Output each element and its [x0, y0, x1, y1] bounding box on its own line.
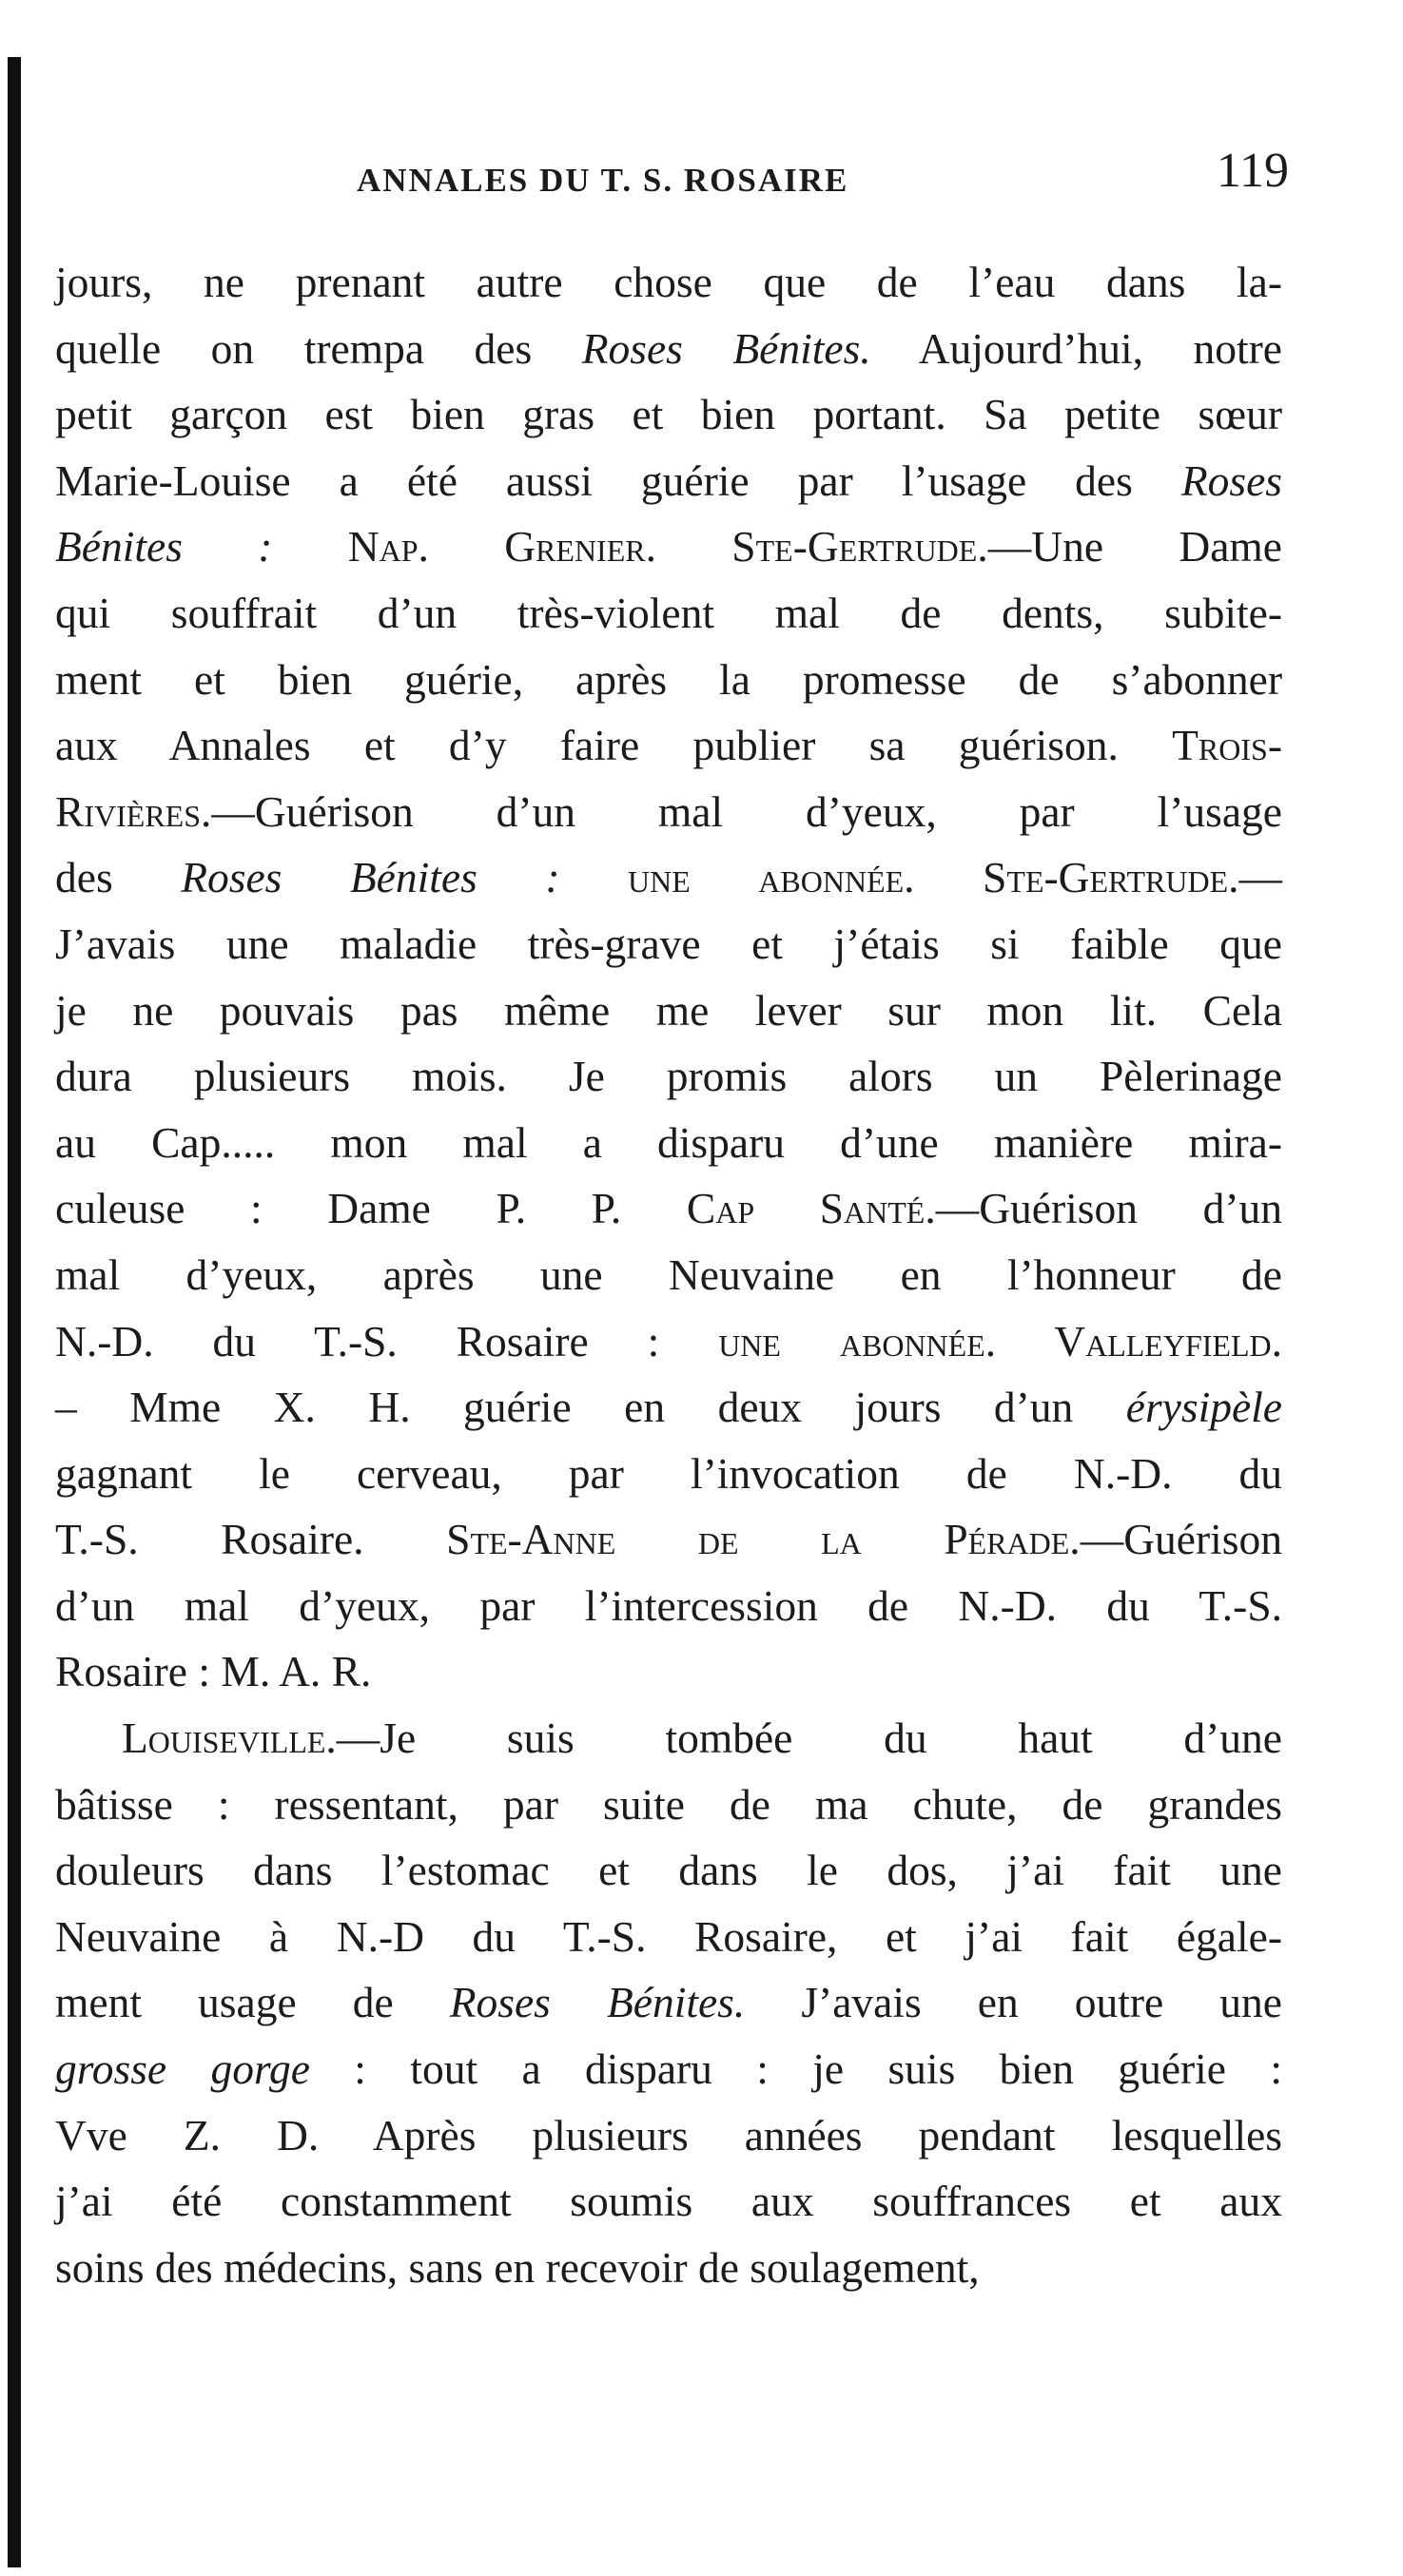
text-run: dura plusieurs mois. Je promis alors un Pèlerinage [55, 1052, 1282, 1101]
text-line [55, 381, 1282, 448]
text-line [55, 1772, 1282, 1838]
text-run: N.-D. du T.-S. Rosaire : [55, 1316, 719, 1365]
text-line [55, 1573, 1282, 1639]
text-line [55, 911, 1282, 978]
text-line [55, 978, 1282, 1044]
italic-text: Bénites : [55, 522, 273, 571]
text-run: qui souffrait d’un très-violent mal de dents, subite- [55, 588, 1282, 637]
text-run: Marie-Louise a été aussi guérie par l’usage des [55, 455, 1181, 505]
italic-text: érysipèle [1125, 1383, 1282, 1432]
page-binding-edge [8, 57, 21, 2567]
text-line [55, 316, 1282, 382]
small-caps-text: Louiseville. [122, 1714, 337, 1763]
text-run: aux Annales et d’y faire publier sa guérison. [55, 721, 1173, 770]
text-line [55, 2102, 1282, 2169]
text-run: —Guérison [1080, 1515, 1282, 1564]
text-line [55, 513, 1282, 580]
small-caps-text: une abonnée. Ste-Gertrude. [628, 853, 1239, 902]
text-run: gagnant le cerveau, par l’invocation de N.-D. du [55, 1448, 1282, 1498]
text-line [55, 448, 1282, 514]
small-caps-text: Nap. Grenier. Ste-Gertrude. [347, 522, 988, 571]
text-line [55, 2168, 1282, 2235]
text-line [55, 1374, 1282, 1441]
text-run: —Guérison d’un [935, 1184, 1282, 1233]
small-caps-text: Trois- [1172, 721, 1282, 770]
text-run: au Cap..... mon mal a disparu d’une manière mira- [55, 1117, 1282, 1167]
text-line [55, 2036, 1282, 2102]
text-run [272, 522, 347, 571]
text-run: Rosaire : M. A. R. [55, 1647, 372, 1696]
text-line [55, 1175, 1282, 1242]
text-run: je ne pouvais pas même me lever sur mon lit. Cela [55, 985, 1282, 1035]
text-run: Vve Z. D. Après plusieurs années pendant lesquelles [55, 2110, 1282, 2160]
paragraph [55, 1705, 1282, 2300]
text-run: mal d’yeux, après une Neuvaine en l’honneur de [55, 1249, 1282, 1299]
text-line [55, 1441, 1282, 1507]
text-run: bâtisse : ressentant, par suite de ma chute, de grandes [55, 1779, 1282, 1829]
text-run: petit garçon est bien gras et bien portant. Sa petite sœur [55, 390, 1282, 439]
text-run: J’avais une maladie très-grave et j’étais si faible que [55, 919, 1282, 968]
text-run: T.-S. Rosaire. [55, 1515, 447, 1564]
italic-text: Roses Bénites. [449, 1978, 746, 2027]
text-run: ment usage de [55, 1978, 450, 2027]
text-run: —Une Dame [987, 522, 1282, 571]
text-run: d’un mal d’yeux, par l’intercession de N.-D. du T.-S. [55, 1580, 1282, 1630]
page-number: 119 [1216, 144, 1289, 198]
text-run: Neuvaine à N.-D du T.-S. Rosaire, et j’ai fait égale- [55, 1911, 1282, 1961]
text-line [55, 712, 1282, 779]
text-run: —Guérison d’un mal d’yeux, par l’usage [211, 786, 1282, 836]
text-run: ment et bien guérie, après la promesse de s’abonner [55, 654, 1282, 704]
text-run: j’ai été constamment soumis aux souffrances et aux [55, 2177, 1282, 2226]
text-line [55, 580, 1282, 647]
italic-text: Roses Bénites : [181, 853, 560, 902]
text-run: douleurs dans l’estomac et dans le dos, j’ai fait une [55, 1846, 1282, 1895]
text-run: J’avais en outre une [745, 1978, 1283, 2027]
text-line [55, 1638, 1282, 1705]
text-line [55, 1904, 1282, 1970]
body-text [55, 249, 1282, 2300]
text-run: quelle on trempa des [55, 323, 582, 373]
text-run: soins des médecins, sans en recevoir de soulagement, [55, 2242, 980, 2292]
italic-text: Roses [1180, 455, 1282, 505]
paragraph [55, 249, 1282, 1705]
page-header [57, 143, 1289, 209]
small-caps-text: une abonnée. Valleyfield. [718, 1316, 1282, 1365]
text-line [55, 1043, 1282, 1110]
running-head: ANNALES DU T. S. ROSAIRE [357, 162, 849, 199]
text-run: — [1238, 853, 1282, 902]
text-line [55, 1837, 1282, 1904]
text-run: jours, ne prenant autre chose que de l’eau dans la- [55, 258, 1282, 306]
text-line [55, 2235, 1282, 2301]
text-run: Aujourd’hui, notre [870, 323, 1282, 373]
text-run: des [55, 853, 182, 902]
text-line [55, 249, 1282, 316]
italic-text: Roses Bénites. [581, 323, 871, 373]
text-run: : tout a disparu : je suis bien guérie : [309, 2044, 1282, 2094]
small-caps-text: Cap Santé. [686, 1184, 936, 1233]
text-run: culeuse : Dame P. P. [55, 1184, 687, 1233]
text-line [55, 1506, 1282, 1573]
text-run: —Je suis tombée du haut d’une [336, 1714, 1282, 1763]
text-line [55, 1110, 1282, 1176]
small-caps-text: Ste-Anne de la Pérade. [446, 1515, 1081, 1564]
text-line [55, 1969, 1282, 2036]
text-run: – Mme X. H. guérie en deux jours d’un [55, 1383, 1126, 1432]
small-caps-text: Rivières. [55, 786, 212, 836]
text-line [55, 1308, 1282, 1375]
text-line [55, 844, 1282, 911]
text-line [55, 1705, 1282, 1772]
text-run [559, 853, 628, 901]
italic-text: grosse gorge [55, 2044, 310, 2094]
text-line [55, 779, 1282, 845]
text-line [55, 647, 1282, 713]
text-line [55, 1242, 1282, 1308]
